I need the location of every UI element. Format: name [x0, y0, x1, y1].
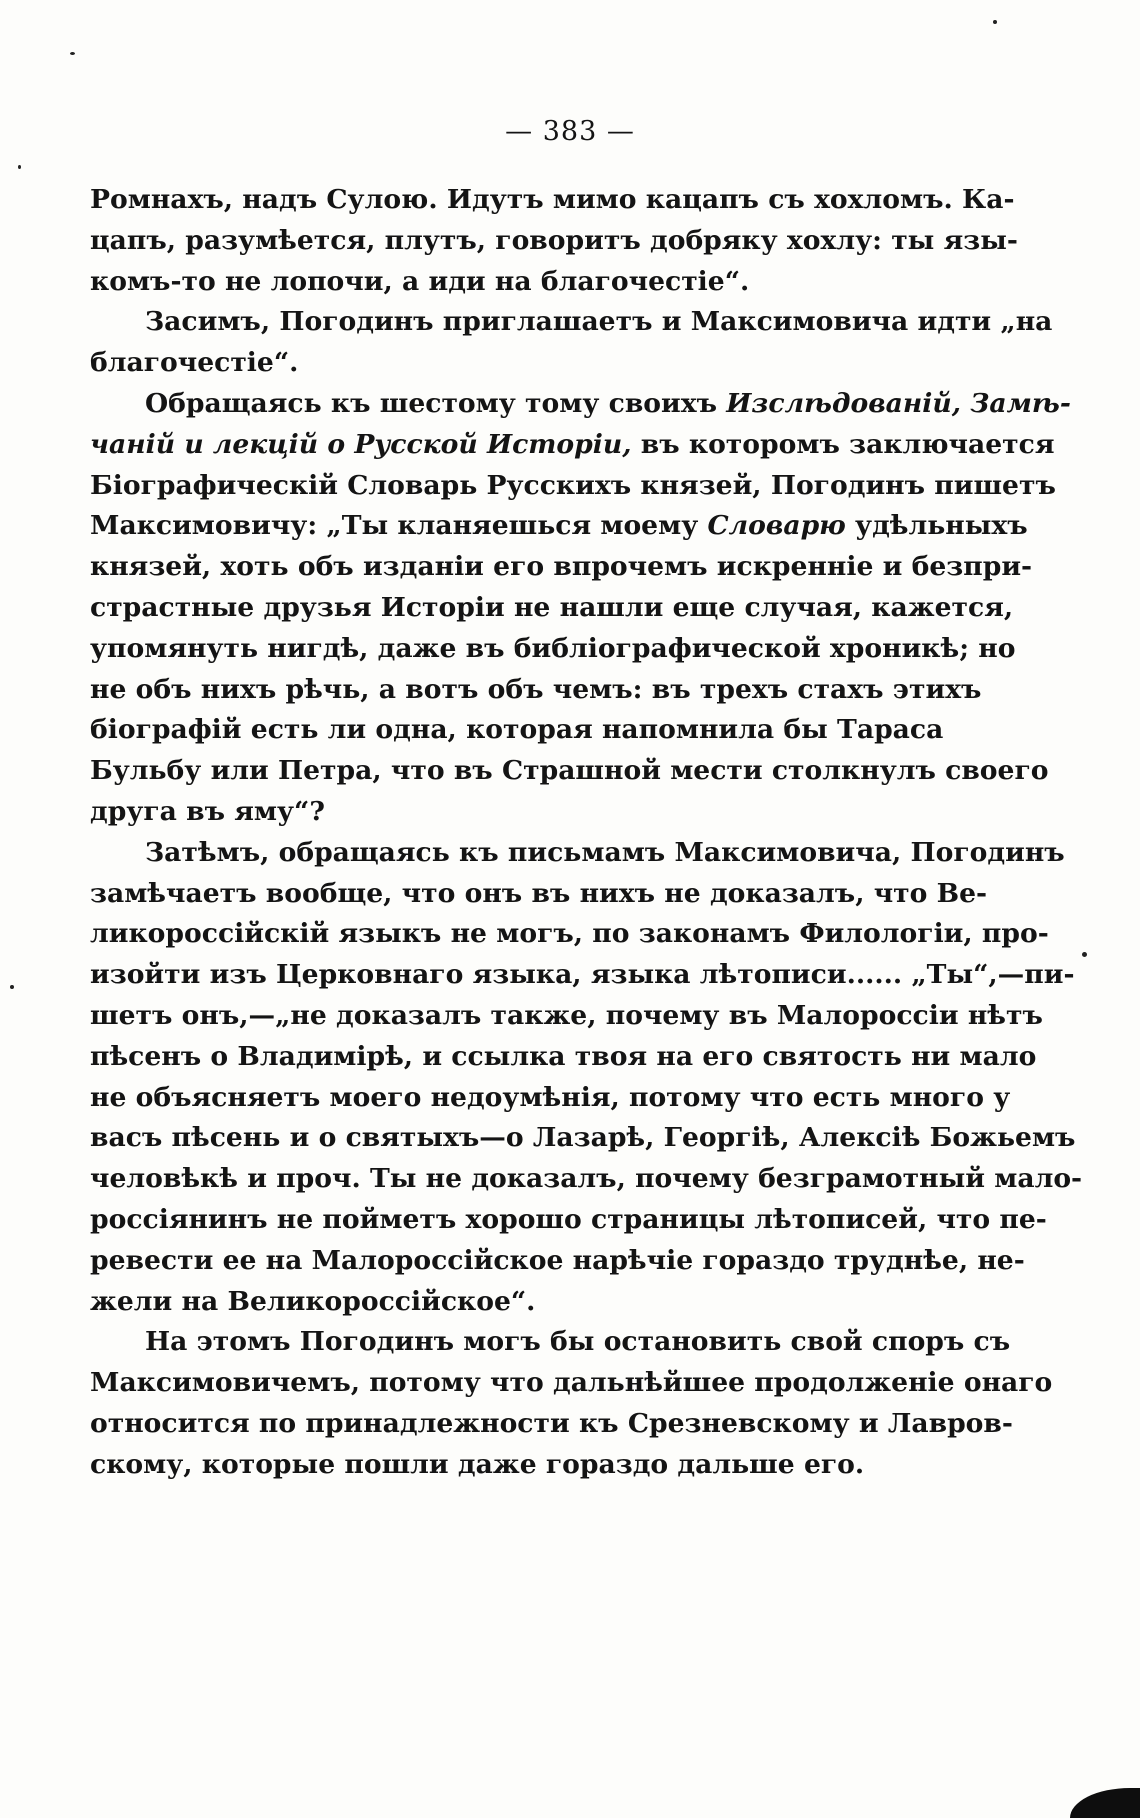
- page-number: — 383 —: [505, 116, 635, 147]
- text-line: не объясняетъ моего недоумѣнія, потому что есть много у: [90, 1081, 1011, 1113]
- text-line: не объ нихъ рѣчь, а вотъ объ чемъ: въ трехъ стахъ этихъ: [90, 673, 982, 705]
- text-line: біографій есть ли одна, которая напомнила бы Тараса: [90, 714, 944, 746]
- text-line: Максимовичемъ, потому что дальнѣйшее продолженіе онаго: [90, 1367, 1053, 1399]
- text-line: Засимъ, Погодинъ приглашаетъ и Максимовича идти „на: [145, 306, 1053, 338]
- text-run: Максимовичу: „Ты кланяешься моему: [90, 510, 708, 542]
- text-line: ревести ее на Малороссійское нарѣчіе гораздо труднѣе, не-: [90, 1244, 1025, 1276]
- text-line: замѣчаетъ вообще, что онъ въ нихъ не доказалъ, что Ве-: [90, 877, 988, 909]
- text-line: [90, 506, 1028, 547]
- text-line: Затѣмъ, обращаясь къ письмамъ Максимовича, Погодинъ: [145, 836, 1065, 868]
- text-line: пѣсенъ о Владимірѣ, и ссылка твоя на его святость ни мало: [90, 1040, 1037, 1072]
- text-run: удѣльныхъ: [845, 510, 1028, 542]
- text-line: шетъ онъ,—„не доказалъ также, почему въ Малороссіи нѣтъ: [90, 999, 1043, 1031]
- text-line: князей, хоть объ изданіи его впрочемъ искренніе и безпри-: [90, 551, 1033, 583]
- text-line: ликороссійскій языкъ не могъ, по законамъ Филологіи, про-: [90, 918, 1049, 950]
- italic-title: Словарю: [707, 510, 846, 542]
- body-text: [90, 180, 1083, 1486]
- paragraph-2: [90, 302, 1053, 384]
- text-line: цапъ, разумѣется, плутъ, говоритъ добряку хохлу: ты язы-: [90, 224, 1018, 256]
- scan-speck: [1082, 952, 1087, 957]
- text-line: На этомъ Погодинъ могъ бы остановить свой споръ съ: [145, 1326, 1011, 1358]
- text-line: комъ-то не лопочи, а иди на благочестіе“.: [90, 265, 750, 297]
- paragraph-1: [90, 180, 1018, 302]
- text-line: относится по принадлежности къ Срезневскому и Лавров-: [90, 1407, 1013, 1439]
- paragraph-3: [90, 384, 1071, 833]
- text-line: россіянинъ не пойметъ хорошо страницы лѣтописей, что пе-: [90, 1203, 1047, 1235]
- text-line: васъ пѣсень и о святыхъ—о Лазарѣ, Георгіѣ, Алексіѣ Божьемъ: [90, 1122, 1076, 1154]
- text-line: благочестіе“.: [90, 347, 299, 379]
- text-line: скому, которые пошли даже гораздо дальше его.: [90, 1448, 865, 1480]
- text-line: Ромнахъ, надъ Сулою. Идутъ мимо кацапъ съ хохломъ. Ка-: [90, 184, 1015, 215]
- text-line: друга въ яму“?: [90, 795, 325, 827]
- text-line: изойти изъ Церковнаго языка, языка лѣтописи...... „Ты“,—пи-: [90, 959, 1075, 991]
- scan-speck: [70, 52, 75, 55]
- text-run: въ которомъ заключается: [631, 428, 1055, 460]
- scan-edge-mark: [1070, 1788, 1140, 1818]
- text-line: Біографическій Словарь Русскихъ князей, Погодинъ пишетъ: [90, 469, 1056, 501]
- text-line: [90, 384, 1071, 425]
- text-line: жели на Великороссійское“.: [90, 1285, 536, 1317]
- text-line: страстные друзья Исторіи не нашли еще случая, кажется,: [90, 591, 1014, 623]
- italic-title: Изслѣдованій, Замѣ-: [726, 387, 1071, 419]
- text-line: упомянуть нигдѣ, даже въ библіографической хроникѣ; но: [90, 632, 1016, 664]
- italic-title: чаній и лекцій о Русской Исторіи,: [90, 428, 632, 460]
- text-line: [90, 425, 1055, 466]
- scan-speck: [18, 165, 21, 169]
- text-line: Бульбу или Петра, что въ Страшной мести столкнулъ своего: [90, 755, 1049, 787]
- scan-speck: [993, 20, 997, 24]
- scan-speck: [10, 985, 14, 989]
- text-line: человѣкѣ и проч. Ты не доказалъ, почему безграмотный мало-: [90, 1163, 1083, 1195]
- paragraph-4: [90, 833, 1083, 1323]
- text-run: Обращаясь къ шестому тому своихъ: [145, 387, 727, 419]
- paragraph-5: [90, 1322, 1053, 1485]
